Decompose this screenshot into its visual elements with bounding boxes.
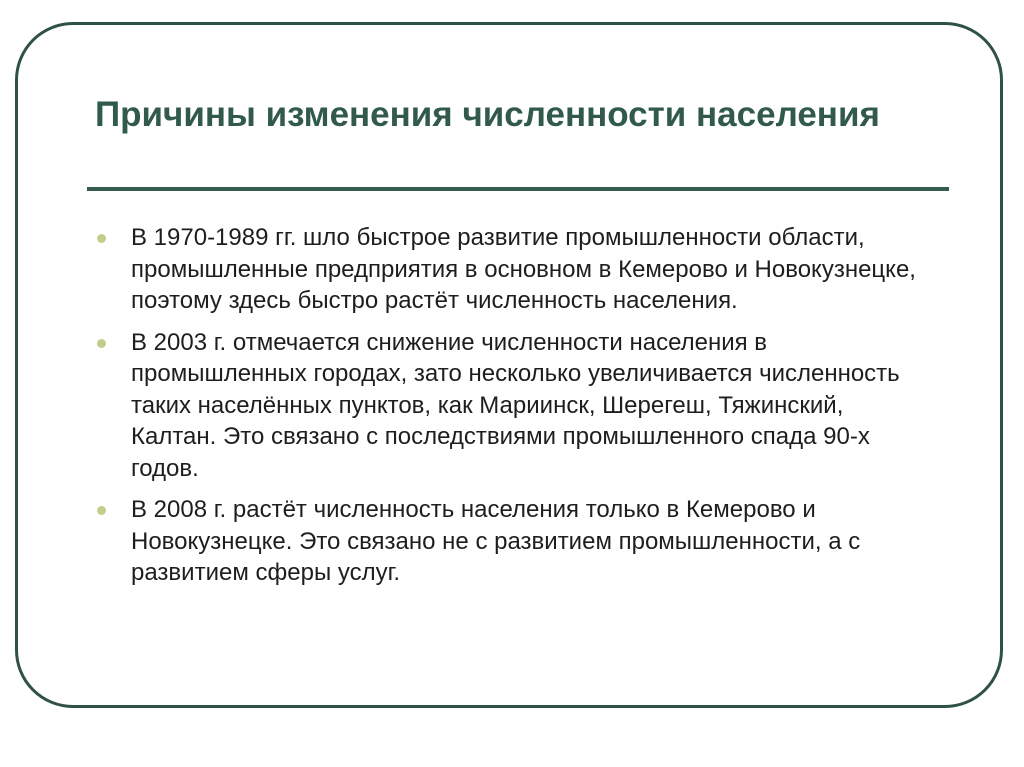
slide-title: Причины изменения численности населения xyxy=(95,95,880,134)
bullet-dot-icon xyxy=(97,506,106,515)
bullet-dot-icon xyxy=(97,339,106,348)
title-divider xyxy=(87,187,949,191)
bullet-list xyxy=(95,222,925,599)
bullet-item-2008 xyxy=(95,494,925,589)
bullet-text: В 2003 г. отмечается снижение численности населения в промышленных городах, зато несколько увеличивается численность таких населённых пунктов, как Мариинск, Шерегеш, Тяжинский, Калтан. Это связано с последствиями промышленного спада 90-х годов. xyxy=(131,328,900,482)
bullet-item-1970-1989 xyxy=(95,222,925,317)
bullet-dot-icon xyxy=(97,234,106,243)
bullet-text: В 1970-1989 гг. шло быстрое развитие промышленности области, промышленные предприятия в основном в Кемерово и Новокузнецке, поэтому здесь быстро растёт численность населения. xyxy=(131,224,916,314)
bullet-text: В 2008 г. растёт численность населения только в Кемерово и Новокузнецке. Это связано не с развитием промышленности, а с развитием сферы услуг. xyxy=(131,496,861,586)
bullet-item-2003 xyxy=(95,327,925,485)
